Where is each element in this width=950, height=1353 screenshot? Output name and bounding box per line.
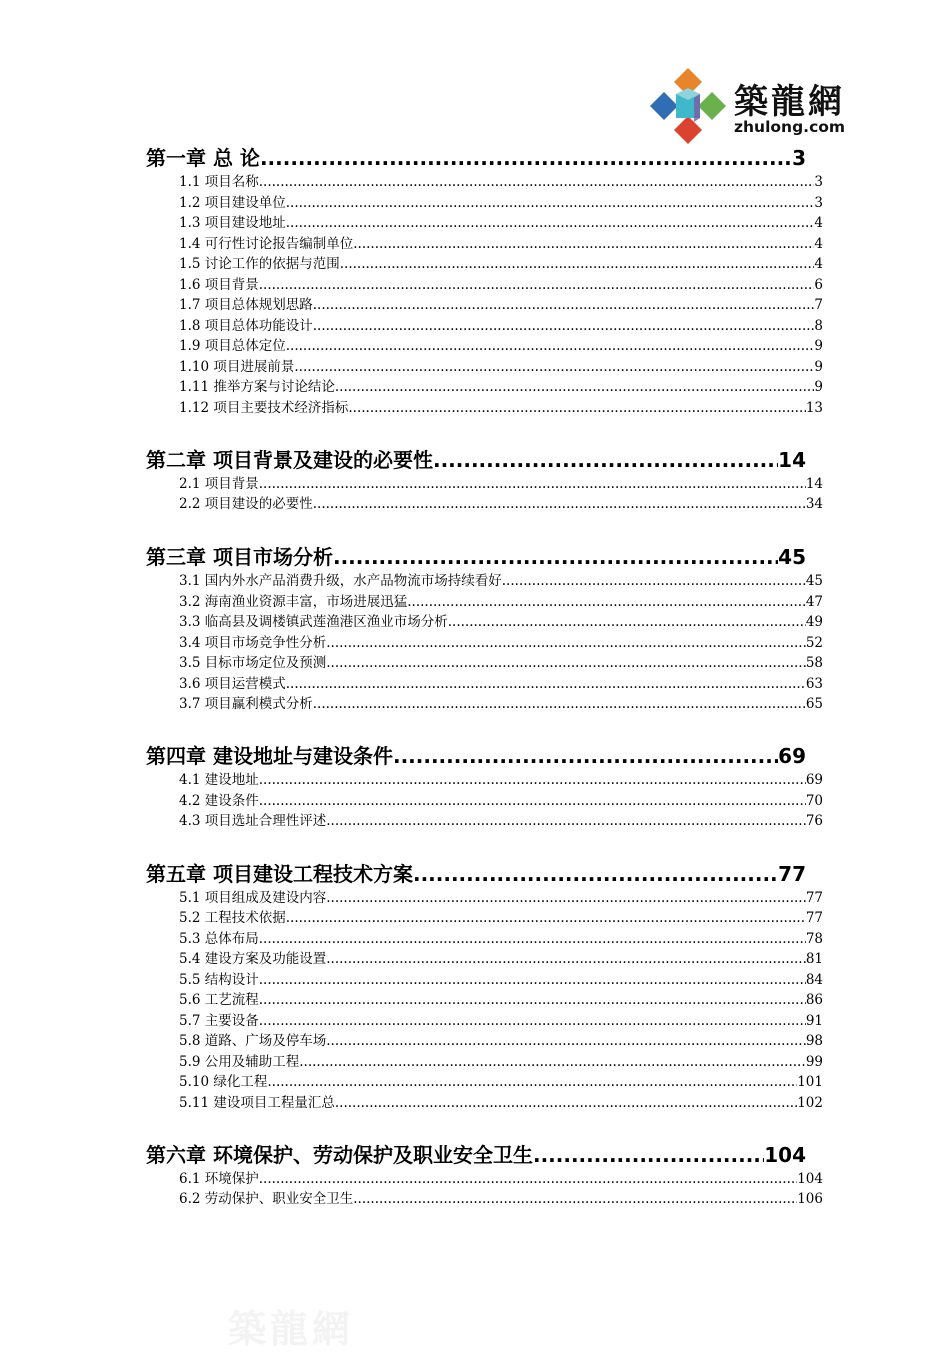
toc-entry[interactable] [179, 972, 823, 989]
dot-leader [259, 772, 806, 789]
dot-leader [353, 236, 814, 253]
entry-title: 4.3 项目选址合理性评述 [179, 813, 327, 829]
entry-title: 1.12 项目主要技术经济指标 [179, 400, 349, 416]
entry-page-number: 63 [805, 676, 823, 692]
toc-entry[interactable] [179, 379, 823, 396]
entry-title: 1.7 项目总体规划思路 [179, 297, 313, 313]
toc-entry[interactable] [179, 1033, 823, 1050]
toc-entry[interactable] [179, 1095, 823, 1112]
entry-title: 1.4 可行性讨论报告编制单位 [179, 236, 354, 252]
dot-leader [326, 951, 806, 968]
entry-title: 2.2 项目建设的必要性 [179, 496, 313, 512]
chapter-page-number: 3 [792, 146, 806, 170]
toc-entry[interactable] [179, 594, 823, 611]
dot-leader [313, 496, 806, 513]
entry-title: 4.2 建设条件 [179, 793, 259, 809]
dot-leader [326, 1033, 806, 1050]
dot-leader [259, 277, 815, 294]
logo-english-text: zhulong.com [734, 118, 846, 136]
entry-page-number: 13 [805, 400, 823, 416]
dot-leader [313, 696, 806, 713]
entry-page-number: 98 [805, 1033, 823, 1049]
zhulong-logo-mark [648, 66, 728, 146]
dot-leader [393, 744, 778, 768]
chapter-title: 第二章 项目背景及建设的必要性 [146, 448, 433, 472]
entry-page-number: 9 [814, 338, 823, 354]
entry-title: 5.7 主要设备 [179, 1013, 259, 1029]
entry-page-number: 47 [805, 594, 823, 610]
entry-page-number: 69 [805, 772, 823, 788]
entry-page-number: 77 [805, 890, 823, 906]
entry-page-number: 76 [805, 813, 823, 829]
entry-title: 5.8 道路、广场及停车场 [179, 1033, 327, 1049]
entry-page-number: 3 [814, 174, 823, 190]
entry-page-number: 4 [814, 236, 823, 252]
entry-page-number: 101 [797, 1074, 823, 1090]
toc-entry[interactable] [179, 813, 823, 830]
dot-leader [259, 793, 806, 810]
entry-title: 1.9 项目总体定位 [179, 338, 286, 354]
toc-entry[interactable] [179, 772, 823, 789]
chapter-title: 第六章 环境保护、劳动保护及职业安全卫生 [146, 1143, 533, 1167]
entry-page-number: 78 [805, 931, 823, 947]
toc-entry[interactable] [179, 696, 823, 713]
chapter-page-number: 45 [778, 545, 806, 569]
entry-page-number: 8 [814, 318, 823, 334]
entry-title: 1.6 项目背景 [179, 277, 259, 293]
dot-leader [259, 1013, 806, 1030]
toc-entry[interactable] [179, 215, 823, 232]
dot-leader [286, 910, 806, 927]
entry-title: 5.11 建设项目工程量汇总 [179, 1095, 335, 1111]
dot-leader [335, 379, 815, 396]
toc-entry[interactable] [179, 1013, 823, 1030]
dot-leader [533, 1143, 764, 1167]
chapter-title: 第一章 总 论 [146, 146, 260, 170]
toc-chapter[interactable] [146, 744, 806, 768]
entry-title: 2.1 项目背景 [179, 476, 259, 492]
dot-leader [313, 318, 815, 335]
entry-page-number: 34 [805, 496, 823, 512]
dot-leader [333, 545, 778, 569]
entry-page-number: 49 [805, 614, 823, 630]
entry-page-number: 84 [805, 972, 823, 988]
toc-entry[interactable] [179, 1171, 823, 1188]
toc-entry[interactable] [179, 931, 823, 948]
dot-leader [335, 1095, 797, 1112]
entry-page-number: 4 [814, 256, 823, 272]
toc-entry[interactable] [179, 174, 823, 191]
logo-chinese-text: 築龍網 [734, 82, 845, 122]
dot-leader [340, 256, 815, 273]
toc-chapter[interactable] [146, 545, 806, 569]
entry-page-number: 70 [805, 793, 823, 809]
toc-chapter[interactable] [146, 1143, 806, 1167]
entry-title: 3.6 项目运营模式 [179, 676, 286, 692]
toc-entry[interactable] [179, 1074, 823, 1091]
toc-entry[interactable] [179, 400, 823, 417]
chapter-page-number: 104 [764, 1143, 806, 1167]
entry-title: 1.1 项目名称 [179, 174, 259, 190]
entry-title: 3.1 国内外水产品消费升级，水产品物流市场持续看好 [179, 573, 502, 589]
entry-page-number: 9 [814, 379, 823, 395]
entry-title: 1.8 项目总体功能设计 [179, 318, 313, 334]
entry-page-number: 45 [805, 573, 823, 589]
entry-page-number: 106 [797, 1191, 823, 1207]
entry-title: 5.1 项目组成及建设内容 [179, 890, 327, 906]
toc-entry[interactable] [179, 793, 823, 810]
entry-title: 3.2 海南渔业资源丰富，市场进展迅猛 [179, 594, 408, 610]
entry-title: 5.4 建设方案及功能设置 [179, 951, 327, 967]
entry-title: 5.3 总体布局 [179, 931, 259, 947]
entry-title: 3.3 临高县及调楼镇武莲渔港区渔业市场分析 [179, 614, 448, 630]
toc-chapter[interactable] [146, 146, 806, 170]
toc-entry[interactable] [179, 992, 823, 1009]
toc-entry[interactable] [179, 297, 823, 314]
toc-entry[interactable] [179, 318, 823, 335]
toc-entry[interactable] [179, 890, 823, 907]
dot-leader [259, 931, 806, 948]
toc-entry[interactable] [179, 910, 823, 927]
entry-page-number: 104 [797, 1171, 823, 1187]
dot-leader [259, 972, 806, 989]
entry-title: 5.2 工程技术依据 [179, 910, 286, 926]
entry-title: 3.5 目标市场定位及预测 [179, 655, 327, 671]
watermark-text: 築龍網 [228, 1306, 355, 1351]
entry-page-number: 3 [814, 195, 823, 211]
toc-entry[interactable] [179, 195, 823, 212]
entry-page-number: 58 [805, 655, 823, 671]
toc-chapter[interactable] [146, 862, 806, 886]
entry-page-number: 52 [805, 635, 823, 651]
dot-leader [259, 476, 806, 493]
entry-page-number: 99 [805, 1054, 823, 1070]
toc-entry[interactable] [179, 635, 823, 652]
toc-entry[interactable] [179, 256, 823, 273]
entry-page-number: 86 [805, 992, 823, 1008]
entry-title: 5.5 结构设计 [179, 972, 259, 988]
dot-leader [260, 146, 792, 170]
dot-leader [407, 594, 806, 611]
dot-leader [286, 676, 806, 693]
entry-title: 1.2 项目建设单位 [179, 195, 286, 211]
dot-leader [286, 338, 815, 355]
dot-leader [413, 862, 778, 886]
dot-leader [353, 1191, 797, 1208]
toc-entry[interactable] [179, 676, 823, 693]
chapter-title: 第三章 项目市场分析 [146, 545, 333, 569]
entry-page-number: 9 [814, 359, 823, 375]
toc-entry[interactable] [179, 496, 823, 513]
toc-entry[interactable] [179, 614, 823, 631]
dot-leader [259, 1171, 797, 1188]
entry-page-number: 7 [814, 297, 823, 313]
entry-title: 1.11 推举方案与讨论结论 [179, 379, 335, 395]
toc-entry[interactable] [179, 573, 823, 590]
entry-title: 6.1 环境保护 [179, 1171, 259, 1187]
entry-page-number: 77 [805, 910, 823, 926]
entry-title: 5.10 绿化工程 [179, 1074, 268, 1090]
dot-leader [326, 813, 806, 830]
entry-title: 5.6 工艺流程 [179, 992, 259, 1008]
chapter-title: 第四章 建设地址与建设条件 [146, 744, 393, 768]
toc-entry[interactable] [179, 359, 823, 376]
chapter-page-number: 69 [778, 744, 806, 768]
dot-leader [286, 215, 815, 232]
entry-page-number: 65 [805, 696, 823, 712]
dot-leader [326, 655, 806, 672]
dot-leader [502, 573, 806, 590]
entry-title: 1.3 项目建设地址 [179, 215, 286, 231]
dot-leader [326, 635, 806, 652]
entry-page-number: 14 [805, 476, 823, 492]
dot-leader [433, 448, 778, 472]
dot-leader [299, 1054, 806, 1071]
toc-entry[interactable] [179, 476, 823, 493]
entry-title: 3.7 项目赢利模式分析 [179, 696, 313, 712]
entry-title: 1.5 讨论工作的依据与范围 [179, 256, 340, 272]
toc-entry[interactable] [179, 277, 823, 294]
entry-title: 4.1 建设地址 [179, 772, 259, 788]
toc-entry[interactable] [179, 1054, 823, 1071]
entry-page-number: 102 [797, 1095, 823, 1111]
entry-title: 5.9 公用及辅助工程 [179, 1054, 300, 1070]
entry-page-number: 4 [814, 215, 823, 231]
zhulong-logo [648, 66, 864, 150]
toc-entry[interactable] [179, 338, 823, 355]
dot-leader [286, 195, 815, 212]
entry-title: 3.4 项目市场竞争性分析 [179, 635, 327, 651]
dot-leader [259, 174, 815, 191]
entry-title: 6.2 劳动保护、职业安全卫生 [179, 1191, 354, 1207]
dot-leader [348, 400, 805, 417]
entry-page-number: 91 [805, 1013, 823, 1029]
dot-leader [313, 297, 815, 314]
chapter-page-number: 77 [778, 862, 806, 886]
toc-chapter[interactable] [146, 448, 806, 472]
dot-leader [326, 890, 806, 907]
toc-entry[interactable] [179, 655, 823, 672]
entry-page-number: 6 [814, 277, 823, 293]
toc-entry[interactable] [179, 236, 823, 253]
chapter-page-number: 14 [778, 448, 806, 472]
dot-leader [259, 992, 806, 1009]
entry-title: 1.10 项目进展前景 [179, 359, 295, 375]
entry-page-number: 81 [805, 951, 823, 967]
chapter-title: 第五章 项目建设工程技术方案 [146, 862, 413, 886]
dot-leader [448, 614, 806, 631]
dot-leader [294, 359, 814, 376]
toc-entry[interactable] [179, 951, 823, 968]
dot-leader [267, 1074, 797, 1091]
toc-entry[interactable] [179, 1191, 823, 1208]
